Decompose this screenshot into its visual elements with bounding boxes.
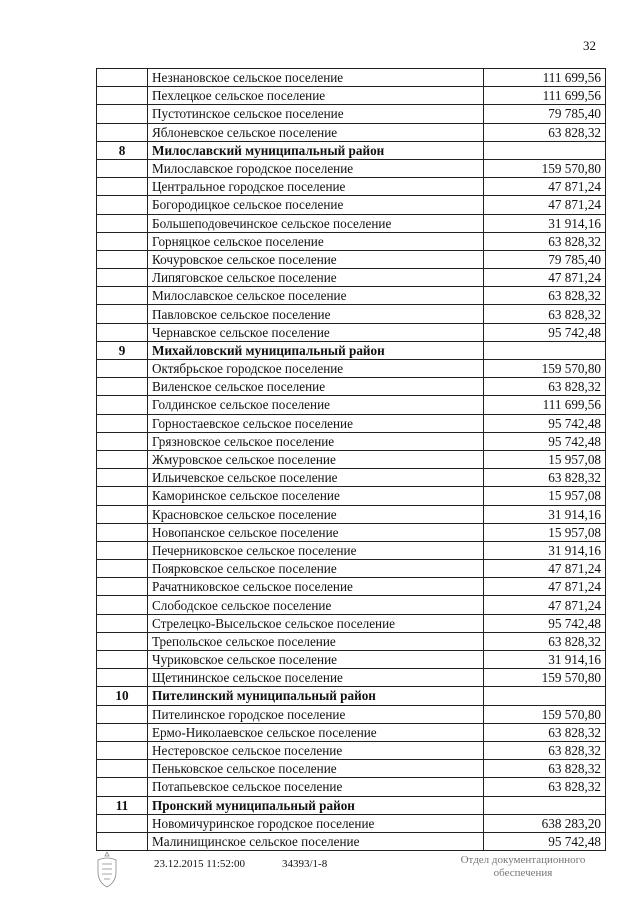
row-name: Красновское сельское поселение [148, 505, 484, 523]
settlement-row [97, 614, 606, 632]
row-amount: 95 742,48 [484, 414, 606, 432]
row-number [97, 323, 148, 341]
row-amount: 63 828,32 [484, 778, 606, 796]
settlement-row [97, 432, 606, 450]
row-amount [484, 687, 606, 705]
row-name: Грязновское сельское поселение [148, 432, 484, 450]
row-name: Виленское сельское поселение [148, 378, 484, 396]
row-number [97, 287, 148, 305]
settlement-row [97, 814, 606, 832]
row-amount: 15 957,08 [484, 487, 606, 505]
row-amount: 63 828,32 [484, 760, 606, 778]
row-name: Пеньковское сельское поселение [148, 760, 484, 778]
department-stamp [448, 854, 598, 880]
row-number [97, 541, 148, 559]
row-number [97, 741, 148, 759]
settlement-row [97, 632, 606, 650]
row-name: Горняцкое сельское поселение [148, 232, 484, 250]
settlement-row [97, 178, 606, 196]
footer-datetime: 23.12.2015 11:52:00 [154, 858, 245, 870]
row-number [97, 87, 148, 105]
settlement-row [97, 523, 606, 541]
settlement-row [97, 323, 606, 341]
table-body [97, 69, 606, 851]
row-name: Большеподовечинское сельское поселение [148, 214, 484, 232]
district-row [97, 796, 606, 814]
row-name: Милославское городское поселение [148, 159, 484, 177]
row-number: 8 [97, 141, 148, 159]
row-amount: 63 828,32 [484, 123, 606, 141]
row-name: Голдинское сельское поселение [148, 396, 484, 414]
settlement-row [97, 541, 606, 559]
settlement-row [97, 214, 606, 232]
row-number [97, 596, 148, 614]
row-amount: 111 699,56 [484, 69, 606, 87]
settlement-row [97, 778, 606, 796]
row-amount: 159 570,80 [484, 360, 606, 378]
row-amount: 31 914,16 [484, 541, 606, 559]
settlement-row [97, 723, 606, 741]
row-number [97, 669, 148, 687]
row-number: 11 [97, 796, 148, 814]
row-number [97, 250, 148, 268]
stamp-line-2: обеспечения [493, 867, 553, 879]
row-number [97, 651, 148, 669]
row-number [97, 832, 148, 850]
settlement-row [97, 760, 606, 778]
row-number [97, 523, 148, 541]
row-number [97, 69, 148, 87]
district-row [97, 341, 606, 359]
row-amount: 31 914,16 [484, 214, 606, 232]
row-number [97, 105, 148, 123]
coat-of-arms-emblem [94, 850, 120, 890]
row-amount: 47 871,24 [484, 560, 606, 578]
row-amount: 95 742,48 [484, 614, 606, 632]
row-name: Павловское сельское поселение [148, 305, 484, 323]
row-name: Кочуровское сельское поселение [148, 250, 484, 268]
row-name: Чернавское сельское поселение [148, 323, 484, 341]
row-amount: 63 828,32 [484, 469, 606, 487]
row-name: Пителинское городское поселение [148, 705, 484, 723]
row-number [97, 614, 148, 632]
settlement-row [97, 159, 606, 177]
row-name: Новопанское сельское поселение [148, 523, 484, 541]
row-amount [484, 341, 606, 359]
row-amount: 63 828,32 [484, 741, 606, 759]
settlement-row [97, 378, 606, 396]
district-row [97, 141, 606, 159]
row-number [97, 760, 148, 778]
settlement-row [97, 505, 606, 523]
row-name: Милославский муниципальный район [148, 141, 484, 159]
row-name: Ермо-Николаевское сельское поселение [148, 723, 484, 741]
row-amount [484, 796, 606, 814]
settlement-row [97, 414, 606, 432]
row-amount: 638 283,20 [484, 814, 606, 832]
row-number [97, 560, 148, 578]
row-amount: 95 742,48 [484, 832, 606, 850]
row-number [97, 578, 148, 596]
page-number: 32 [583, 38, 596, 53]
row-name: Незнановское сельское поселение [148, 69, 484, 87]
settlement-row [97, 360, 606, 378]
row-amount: 63 828,32 [484, 232, 606, 250]
settlement-row [97, 305, 606, 323]
row-amount: 47 871,24 [484, 269, 606, 287]
row-name: Стрелецко-Высельское сельское поселение [148, 614, 484, 632]
settlement-row [97, 741, 606, 759]
row-number [97, 396, 148, 414]
settlement-row [97, 450, 606, 468]
row-name: Липяговское сельское поселение [148, 269, 484, 287]
row-name: Богородицкое сельское поселение [148, 196, 484, 214]
district-row [97, 687, 606, 705]
row-number [97, 505, 148, 523]
settlement-row [97, 651, 606, 669]
row-name: Михайловский муниципальный район [148, 341, 484, 359]
row-name: Малинищинское сельское поселение [148, 832, 484, 850]
row-amount: 47 871,24 [484, 178, 606, 196]
row-amount: 159 570,80 [484, 669, 606, 687]
row-name: Центральное городское поселение [148, 178, 484, 196]
row-number: 9 [97, 341, 148, 359]
settlement-row [97, 560, 606, 578]
settlement-row [97, 596, 606, 614]
row-name: Октябрьское городское поселение [148, 360, 484, 378]
row-number [97, 414, 148, 432]
row-name: Поярковское сельское поселение [148, 560, 484, 578]
settlement-row [97, 487, 606, 505]
settlement-row [97, 69, 606, 87]
row-name: Новомичуринское городское поселение [148, 814, 484, 832]
row-number [97, 305, 148, 323]
row-number [97, 360, 148, 378]
row-number [97, 214, 148, 232]
row-name: Нестеровское сельское поселение [148, 741, 484, 759]
row-amount: 15 957,08 [484, 523, 606, 541]
settlement-row [97, 123, 606, 141]
settlement-row [97, 669, 606, 687]
row-name: Горностаевское сельское поселение [148, 414, 484, 432]
row-amount: 47 871,24 [484, 578, 606, 596]
row-amount: 31 914,16 [484, 505, 606, 523]
row-number [97, 450, 148, 468]
row-amount: 111 699,56 [484, 396, 606, 414]
row-name: Жмуровское сельское поселение [148, 450, 484, 468]
row-amount: 31 914,16 [484, 651, 606, 669]
settlement-row [97, 105, 606, 123]
settlement-row [97, 196, 606, 214]
row-name: Щетининское сельское поселение [148, 669, 484, 687]
stamp-line-1: Отдел документационного [460, 854, 586, 866]
settlement-row [97, 832, 606, 850]
row-name: Потапьевское сельское поселение [148, 778, 484, 796]
row-number [97, 705, 148, 723]
row-number: 10 [97, 687, 148, 705]
settlement-row [97, 232, 606, 250]
row-amount: 47 871,24 [484, 196, 606, 214]
row-number [97, 123, 148, 141]
row-name: Рачатниковское сельское поселение [148, 578, 484, 596]
settlement-row [97, 269, 606, 287]
row-number [97, 814, 148, 832]
settlement-row [97, 250, 606, 268]
row-amount: 95 742,48 [484, 323, 606, 341]
row-name: Милославское сельское поселение [148, 287, 484, 305]
row-number [97, 723, 148, 741]
row-name: Пронский муниципальный район [148, 796, 484, 814]
row-name: Ильичевское сельское поселение [148, 469, 484, 487]
row-name: Каморинское сельское поселение [148, 487, 484, 505]
row-amount: 95 742,48 [484, 432, 606, 450]
row-amount: 63 828,32 [484, 305, 606, 323]
row-amount: 159 570,80 [484, 159, 606, 177]
row-number [97, 269, 148, 287]
row-amount: 159 570,80 [484, 705, 606, 723]
row-amount [484, 141, 606, 159]
row-number [97, 378, 148, 396]
row-name: Чуриковское сельское поселение [148, 651, 484, 669]
row-amount: 63 828,32 [484, 632, 606, 650]
row-number [97, 232, 148, 250]
settlement-row [97, 396, 606, 414]
row-amount: 47 871,24 [484, 596, 606, 614]
row-name: Пителинский муниципальный район [148, 687, 484, 705]
row-amount: 63 828,32 [484, 723, 606, 741]
row-number [97, 159, 148, 177]
row-name: Пустотинское сельское поселение [148, 105, 484, 123]
settlement-row [97, 578, 606, 596]
settlement-row [97, 87, 606, 105]
row-name: Пехлецкое сельское поселение [148, 87, 484, 105]
row-name: Печерниковское сельское поселение [148, 541, 484, 559]
settlement-row [97, 287, 606, 305]
row-name: Трепольское сельское поселение [148, 632, 484, 650]
row-number [97, 632, 148, 650]
row-name: Яблоневское сельское поселение [148, 123, 484, 141]
row-number [97, 178, 148, 196]
settlement-row [97, 705, 606, 723]
row-amount: 79 785,40 [484, 250, 606, 268]
footer-doc-number: 34393/1-8 [282, 858, 328, 870]
row-name: Слободское сельское поселение [148, 596, 484, 614]
row-number [97, 778, 148, 796]
row-number [97, 487, 148, 505]
allocation-table [96, 68, 606, 851]
settlement-row [97, 469, 606, 487]
row-amount: 79 785,40 [484, 105, 606, 123]
row-number [97, 469, 148, 487]
row-amount: 15 957,08 [484, 450, 606, 468]
row-amount: 63 828,32 [484, 378, 606, 396]
row-number [97, 196, 148, 214]
row-number [97, 432, 148, 450]
row-amount: 111 699,56 [484, 87, 606, 105]
row-amount: 63 828,32 [484, 287, 606, 305]
